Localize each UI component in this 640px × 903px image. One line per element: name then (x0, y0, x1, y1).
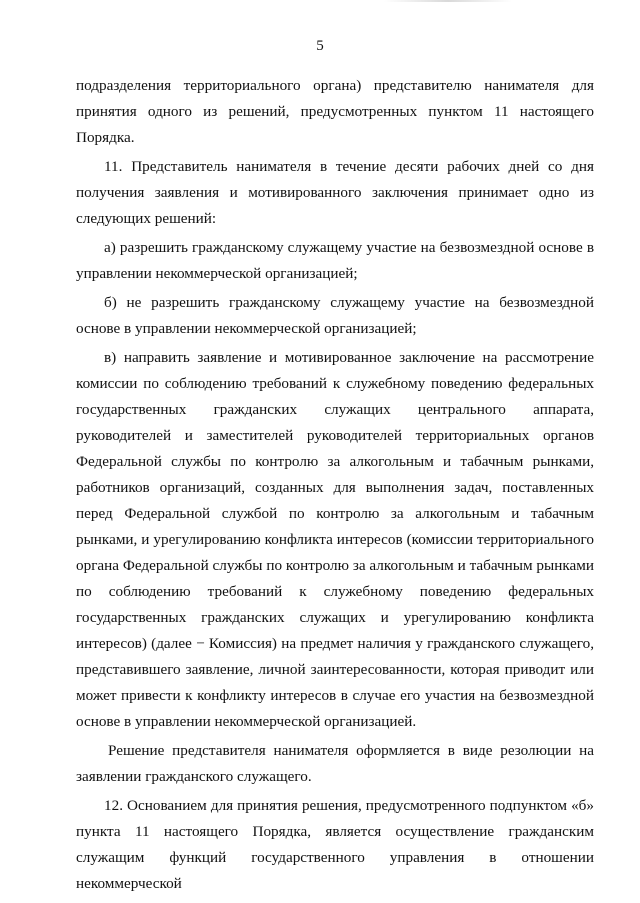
scan-edge-artifact (0, 0, 640, 2)
paragraph-subitem-a: а) разрешить гражданскому служащему участие на безвозмездной основе в управлении некоммерческой организацией; (76, 239, 594, 282)
paragraph-continuation: подразделения территориального органа) представителю нанимателя для принятия одного из решений, предусмотренных пунктом 11 настоящего Порядка. (76, 77, 594, 146)
paragraph-item-11: 11. Представитель нанимателя в течение десяти рабочих дней со дня получения заявления и мотивированного заключения принимает одно из следующих решений: (76, 158, 594, 227)
paragraph-subitem-v: в) направить заявление и мотивированное заключение на рассмотрение комиссии по соблюдению требований к служебному поведению федеральных государственных гражданских служащих центрального аппарата, руководителей и заместителей руководителей территориальных органов Федеральной службы по контролю за алкогольным и табачным рынками, работников организаций, созданных для выполнения задач, поставленных перед Федеральной службой по контролю за алкогольным и табачным рынками, и урегулированию конфликта интересов (комиссии территориального органа Федеральной службы по контролю за алкогольным и табачным рынками по соблюдению требований к служебному поведению федеральных государственных гражданских служащих и урегулированию конфликта интересов) (далее − Комиссия) на предмет наличия у гражданского служащего, представившего заявление, личной заинтересованности, которая приводит или может привести к конфликту интересов в случае его участия на безвозмездной основе в управлении некоммерческой организацией. (76, 349, 594, 730)
paragraph-decision-form: Решение представителя нанимателя оформляется в виде резолюции на заявлении гражданского служащего. (76, 742, 594, 785)
page-number: 5 (316, 38, 324, 54)
paragraph-subitem-b: б) не разрешить гражданскому служащему участие на безвозмездной основе в управлении некоммерческой организацией; (76, 294, 594, 337)
paragraph-item-12: 12. Основанием для принятия решения, предусмотренного подпунктом «б» пункта 11 настоящего Порядка, является осуществление гражданским служащим функций государственного управления в отношении некоммерческой (76, 797, 594, 892)
document-body (76, 73, 594, 897)
